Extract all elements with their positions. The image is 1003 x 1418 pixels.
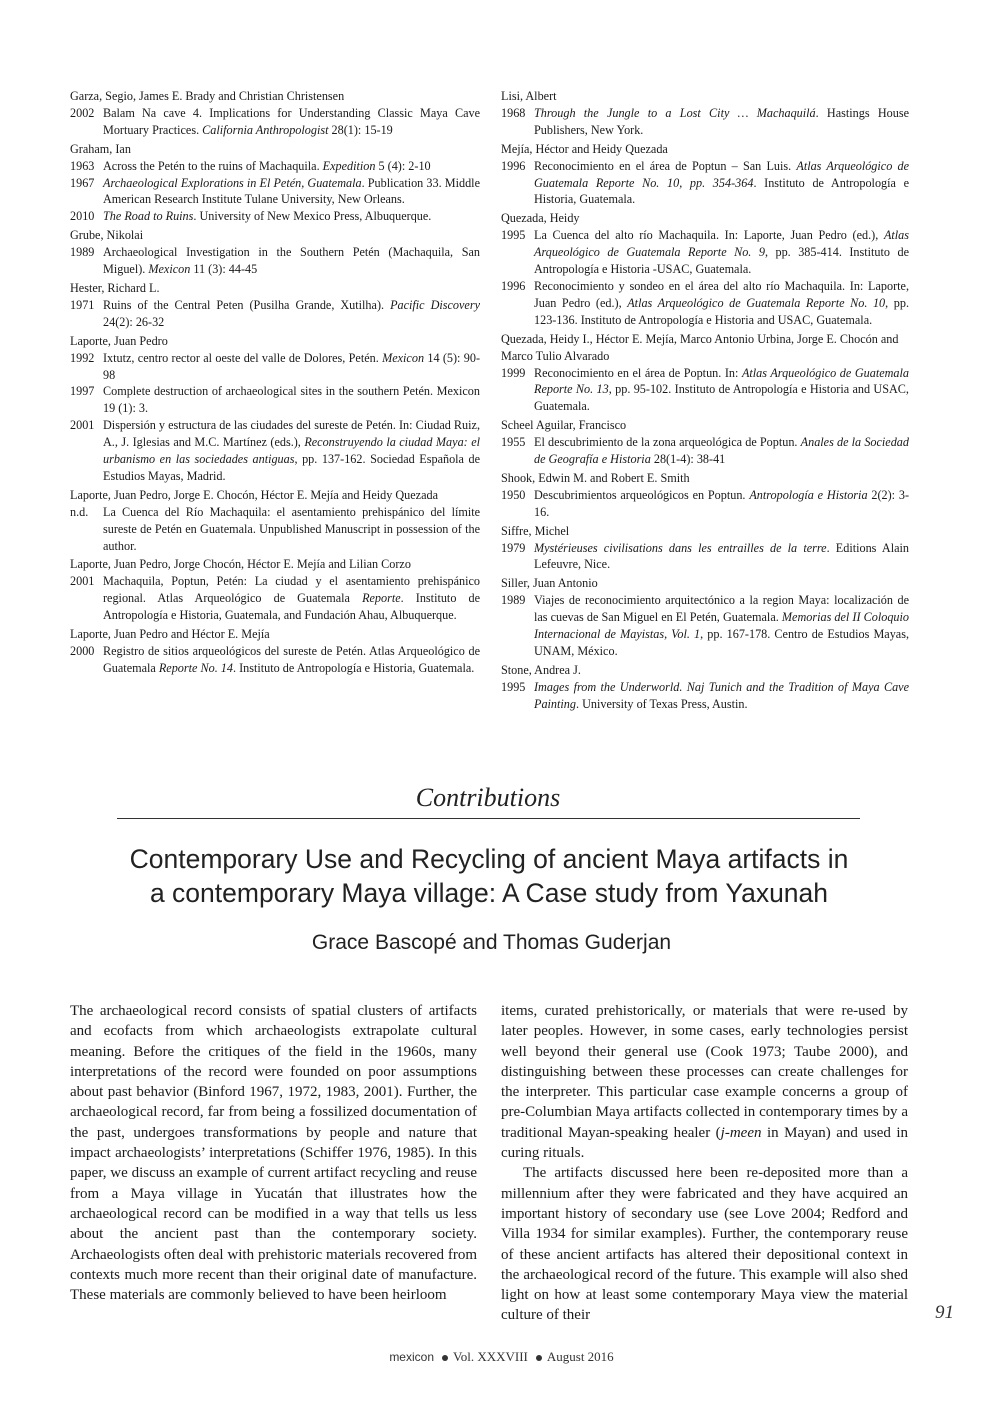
body-paragraph: The archaeological record consists of spatial clusters of artifacts and ecofacts from which archaeologists extrapolate cultural meaning. Before the critiques of the field in the 1960s, many interpretations of the record were founded on poor assumptions about past behavior (Binford 1967, 1972, 1983, 2001). Further, the archaeological record, far from being a fossilized documentation of the past, undergoes transformations by people and nature that impact archaeologists’ interpretations (Schiffer 1976, 1985). In this paper, we discuss an example of current artifact recycling and reuse from a Maya village in Yucatán that illustrates how the archaeological record can be modified in a way that tells us less about the ancient past than the contemporary society. Archaeologists often deal with prehistoric materials recovered from contexts much more recent than their original date of manufacture. These materials are commonly believed to have been heirloom (70, 1003, 477, 1304)
reference-entry (70, 105, 480, 139)
reference-group (501, 141, 909, 209)
reference-entry (70, 643, 480, 677)
reference-citation: Ixtutz, centro rector al oeste del valle de Dolores, Petén. Mexicon 14 (5): 90-98 (103, 350, 480, 382)
reference-author: Hester, Richard L. (70, 280, 160, 295)
reference-group (70, 626, 480, 677)
reference-citation: Reconocimiento en el área de Poptun. In: Atlas Arqueológico de Guatemala Reporte No. 13, pp. 95-102. Instituto de Antropología e Historia and USAC, Guatemala. (534, 365, 909, 414)
reference-citation: Across the Petén to the ruins of Machaquila. Expedition 5 (4): 2-10 (103, 158, 431, 173)
reference-group (501, 575, 909, 660)
reference-year: 1955 (501, 435, 526, 450)
body-paragraph: items, curated prehistorically, or materials that were re-used by later peoples. However, in some cases, early technologies persist well beyond their general use (Cook 1973; Taube 2000), and distinguishing between these processes can create challenges for the interpreter. This particular case example concerns a group of pre-Columbian Maya artifacts collected in contemporary times by a traditional Mayan-speaking healer (j-meen in Mayan) and used in curing rituals. (501, 1003, 908, 1162)
reference-citation: La Cuenca del alto río Machaquila. In: Laporte, Juan Pedro (ed.), Atlas Arqueológico de Guatemala Reporte No. 9, pp. 385-414. Instituto de Antropología e Historia -USAC, Guatemala. (534, 228, 909, 277)
reference-citation: Machaquila, Poptun, Petén: La ciudad y el asentamiento prehispánico regional. Atlas Arqueológico de Guatemala Reporte. Instituto de Antropología e Historia, Guatemala, and Fundación Ahau, Albuquerque. (103, 574, 480, 623)
reference-group (70, 556, 480, 624)
reference-entry (70, 350, 480, 384)
reference-year: 1971 (70, 297, 95, 312)
reference-entry (501, 487, 909, 521)
reference-entry (70, 417, 480, 485)
article-title-line-2: a contemporary Maya village: A Case study from Yaxunah (149, 878, 829, 908)
section-heading: Contributions (415, 783, 561, 812)
reference-author: Mejía, Héctor and Heidy Quezada (501, 141, 668, 156)
reference-citation: The Road to Ruins. University of New Mexico Press, Albuquerque. (103, 209, 432, 224)
footer-journal: mexicon (389, 1350, 434, 1364)
reference-author: Shook, Edwin M. and Robert E. Smith (501, 470, 690, 485)
reference-citation: Complete destruction of archaeological sites in the southern Petén. Mexicon 19 (1): 3. (103, 384, 480, 416)
reference-year: 2010 (70, 209, 95, 224)
reference-citation: Registro de sitios arqueológicos del sureste de Petén. Atlas Arqueológico de Guatemala Reporte No. 14. Instituto de Antropología e Historia, Guatemala. (103, 644, 480, 675)
reference-entry (70, 383, 480, 417)
reference-group (70, 227, 480, 278)
reference-group (70, 333, 480, 485)
reference-year: 1995 (501, 228, 526, 243)
reference-author: Laporte, Juan Pedro, Jorge Chocón, Héctor E. Mejía and Lilian Corzo (70, 557, 411, 572)
reference-author: Quezada, Heidy (501, 211, 580, 226)
reference-citation: Through the Jungle to a Lost City … Machaquilá. Hastings House Publishers, New York. (534, 105, 909, 137)
reference-entry (70, 244, 480, 278)
reference-citation: Reconocimiento y sondeo en el área del alto río Machaquila. In: Laporte, Juan Pedro (ed.), Atlas Arqueológico de Guatemala Reporte No. 10, pp. 123-136. Instituto de Antropología e Historia and USAC, Guatemala. (534, 278, 910, 327)
reference-entry (70, 208, 480, 225)
reference-entry (501, 278, 909, 329)
reference-year: 2000 (70, 644, 95, 658)
reference-year: n.d. (70, 504, 89, 519)
reference-year: 1999 (501, 365, 526, 380)
reference-entry (501, 434, 909, 468)
reference-entry (501, 540, 909, 574)
reference-author: Stone, Andrea J. (501, 662, 581, 677)
reference-entry (70, 573, 480, 624)
reference-year: 1989 (70, 245, 95, 260)
reference-year: 1968 (501, 105, 526, 120)
reference-year: 2001 (70, 418, 95, 433)
reference-group (501, 523, 909, 574)
reference-group (501, 88, 909, 139)
reference-entry (501, 227, 909, 278)
reference-citation: La Cuenca del Río Machaquila: el asentamiento prehispánico del límite sureste de Petén en Guatemala. Unpublished Manuscript in possession of the author. (103, 504, 480, 553)
reference-year: 1989 (501, 593, 526, 608)
reference-year: 1979 (501, 540, 526, 555)
reference-citation: Reconocimiento en el área de Poptun – San Luis. Atlas Arqueológico de Guatemala Reporte No. 10, pp. 354-364. Instituto de Antropología e Historia, Guatemala. (534, 158, 910, 207)
reference-citation: Ruins of the Central Peten (Pusilha Grande, Xutilha). Pacific Discovery 24(2): 26-32 (103, 297, 480, 329)
reference-year: 1995 (501, 679, 526, 694)
reference-citation: Archaeological Investigation in the Southern Petén (Machaquila, San Miguel). Mexicon 11 (3): 44-45 (103, 245, 480, 277)
footer-date: August 2016 (546, 1349, 614, 1364)
reference-year: 1996 (501, 158, 526, 173)
footer-volume: Vol. XXXVIII (453, 1349, 528, 1364)
reference-author: Quezada, Heidy I., Héctor E. Mejía, Marco Antonio Urbina, Jorge E. Chocón and Marco Tulio Alvarado (501, 331, 899, 363)
reference-year: 1963 (70, 158, 95, 173)
reference-year: 2002 (70, 105, 95, 120)
reference-author: Siffre, Michel (501, 523, 570, 538)
reference-entry (501, 365, 909, 416)
reference-author: Laporte, Juan Pedro and Héctor E. Mejía (70, 627, 270, 642)
reference-citation: Descubrimientos arqueológicos en Poptun. Antropología e Historia 2(2): 3-16. (534, 487, 910, 519)
reference-year: 1997 (70, 384, 95, 399)
reference-year: 2001 (70, 574, 95, 589)
body-left-column (70, 1001, 477, 1305)
reference-author: Laporte, Juan Pedro (70, 333, 168, 348)
reference-year: 1967 (70, 175, 95, 190)
article-title (40, 842, 938, 910)
bullet-icon (442, 1355, 448, 1361)
article-title-line-1: Contemporary Use and Recycling of ancient Maya artifacts in (129, 844, 849, 874)
reference-entry (501, 679, 909, 713)
article-authors: Grace Bascopé and Thomas Guderjan (311, 931, 672, 954)
reference-citation: Archaeological Explorations in El Petén, Guatemala. Publication 33. Middle American Research Institute Tulane University, New Orleans. (103, 175, 480, 207)
reference-citation: Balam Na cave 4. Implications for Understanding Classic Maya Cave Mortuary Practices. California Anthropologist 28(1): 15-19 (103, 105, 480, 137)
reference-entry (501, 158, 909, 209)
reference-author: Siller, Juan Antonio (501, 576, 598, 591)
reference-group (501, 470, 909, 521)
reference-group (70, 487, 480, 555)
reference-citation: Images from the Underworld. Naj Tunich and the Tradition of Maya Cave Painting. University of Texas Press, Austin. (534, 679, 909, 711)
reference-citation: Viajes de reconocimiento arquitectónico a la region Maya: localización de las cuevas de San Miguel en El Petén, Guatemala. Memorias del II Coloquio Internacional de Mayistas, Vol. 1, pp. 167-178. Centro de Estudios Mayas, UNAM, México. (534, 593, 909, 658)
reference-author: Scheel Aguilar, Francisco (501, 418, 627, 433)
reference-author: Laporte, Juan Pedro, Jorge E. Chocón, Héctor E. Mejía and Heidy Quezada (70, 487, 438, 502)
reference-entry (70, 158, 480, 175)
bullet-icon (536, 1355, 542, 1361)
reference-entry (70, 175, 480, 209)
reference-entry (70, 297, 480, 331)
reference-group (501, 210, 909, 328)
reference-author: Lisi, Albert (501, 89, 557, 103)
reference-citation: Dispersión y estructura de las ciudades del sureste de Petén. In: Ciudad Ruiz, A., J. Iglesias and M.C. Martínez (eds.), Reconstruyendo la ciudad Maya: el urbanismo en las sociedades antiguas, pp. 137-162. Sociedad Española de Estudios Mayas, Madrid. (103, 418, 480, 483)
reference-group (70, 88, 480, 139)
reference-year: 1996 (501, 278, 526, 293)
references-right-column (501, 88, 909, 715)
reference-entry (70, 504, 480, 555)
reference-group (70, 141, 480, 226)
page-footer (0, 1349, 1003, 1365)
reference-citation: El descubrimiento de la zona arqueológica de Poptun. Anales de la Sociedad de Geografía e Historia 28(1-4): 38-41 (534, 435, 909, 467)
body-right-column (501, 1001, 908, 1326)
page-number: 91 (935, 1302, 954, 1323)
reference-group (501, 331, 909, 416)
reference-year: 1950 (501, 487, 526, 502)
reference-citation: Mystérieuses civilisations dans les entrailles de la terre. Editions Alain Lefeuvre, Nice. (534, 540, 910, 572)
reference-group (70, 280, 480, 331)
reference-entry (501, 592, 909, 660)
reference-author: Graham, Ian (70, 141, 131, 156)
reference-author: Garza, Segio, James E. Brady and Christian Christensen (70, 89, 345, 103)
section-divider (117, 818, 860, 819)
reference-year: 1992 (70, 350, 95, 365)
reference-group (501, 662, 909, 713)
reference-author: Grube, Nikolai (70, 228, 144, 243)
reference-entry (501, 105, 909, 139)
reference-group (501, 417, 909, 468)
body-paragraph: The artifacts discussed here been re-deposited more than a millennium after they were fabricated and they have acquired an important history of secondary use (see Love 2004; Redford and Villa 1934 for similar examples). Further, the contemporary reuse of these ancient artifacts has altered their depositional context in the archaeological record of the future. This example will also shed light on how at least some contemporary Maya view the material culture of their (501, 1165, 908, 1324)
references-left-column (70, 88, 480, 679)
